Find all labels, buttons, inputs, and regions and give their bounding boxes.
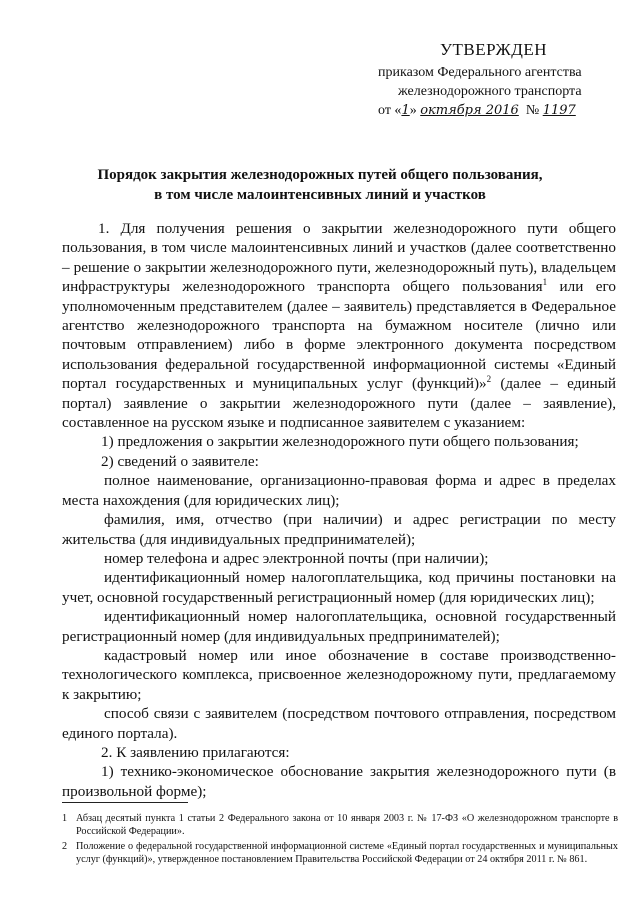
approval-line-1: приказом Федерального агентства bbox=[378, 65, 582, 80]
sub-item-inn-legal: идентификационный номер налогоплательщика, код причины постановки на учет, основной государственный регистрационный номер (для юридических лиц); bbox=[62, 569, 616, 606]
date-close: » bbox=[409, 103, 417, 118]
handwritten-month: октября 2016 bbox=[420, 103, 519, 118]
approval-date-line bbox=[378, 101, 625, 120]
sub-item-fio: фамилия, имя, отчество (при наличии) и адрес регистрации по месту жительства (для индивидуальных предпринимателей); bbox=[62, 511, 616, 548]
footnote-1 bbox=[62, 812, 618, 838]
approval-line-2: железнодорожного транспорта bbox=[398, 84, 582, 99]
paragraph-1-part-a: 1. Для получения решения о закрытии железнодорожного пути общего пользования, в том числе малоинтенсивных линий и участков (далее соответственно – решение о закрытии железнодорожного пути, железнодорожный путь), владельцем инфраструктуры железнодорожного транспорта общего пользования bbox=[62, 220, 616, 296]
sub-item-name: полное наименование, организационно-правовая форма и адрес в пределах места нахождения (для юридических лиц); bbox=[62, 472, 616, 509]
footnote-1-mark: 1 bbox=[62, 813, 68, 824]
footnote-1-text: Абзац десятый пункта 1 статьи 2 Федерального закона от 10 января 2003 г. № 17-ФЗ «О железнодорожном транспорте в Российской Федерации». bbox=[76, 813, 618, 837]
footnotes bbox=[62, 812, 618, 866]
sub-item-inn-ip: идентификационный номер налогоплательщика, основной государственный регистрационный номер (для индивидуальных предпринимателей); bbox=[62, 608, 616, 645]
document-body bbox=[62, 219, 616, 801]
title-line-1: Порядок закрытия железнодорожных путей общего пользования, bbox=[97, 167, 543, 183]
paragraph-2-item-1: 1) технико-экономическое обоснование закрытия железнодорожного пути (в произвольной форме); bbox=[62, 763, 616, 800]
footnote-2-text: Положение о федеральной государственной информационной системе «Единый портал государственных и муниципальных услуг (функций)», утвержденное постановлением Правительства Российской Федерации от 24 октября 2011 г. № 861. bbox=[76, 841, 618, 865]
title-line-2: в том числе малоинтенсивных линий и участков bbox=[154, 187, 486, 203]
date-prefix: от « bbox=[378, 103, 402, 118]
paragraph-1-part-c: (далее – единый портал) заявление о закрытии железнодорожного пути (далее – заявление), составленное на русском языке и подписанное заявителем с указанием: bbox=[62, 375, 617, 432]
paragraph-1-part-b: или его уполномоченным представителем (далее – заявитель) представляется в Федеральное агентство железнодорожного транспорта на бумажном носителе (лично или почтовым отправлением) либо в форме электронного документа посредством использования федеральной государственной информационной системы «Единый портал государственных и муниципальных услуг (функций)» bbox=[62, 278, 616, 393]
approval-heading: УТВЕРЖДЕН bbox=[440, 40, 547, 59]
footnote-ref-1: 1 bbox=[542, 277, 548, 288]
approval-stamp bbox=[370, 40, 625, 120]
sub-item-cadastral: кадастровый номер или иное обозначение в составе производственно-технологического комплекса, присвоенное железнодорожному пути, предлагаемому к закрытию; bbox=[62, 646, 616, 703]
paragraph-2: 2. К заявлению прилагаются: bbox=[101, 743, 290, 761]
list-item-1: 1) предложения о закрытии железнодорожного пути общего пользования; bbox=[101, 433, 579, 451]
footnote-2 bbox=[62, 840, 618, 866]
document-title bbox=[40, 165, 600, 205]
handwritten-number: 1197 bbox=[542, 103, 576, 118]
footnote-2-mark: 2 bbox=[62, 841, 68, 852]
sub-item-phone: номер телефона и адрес электронной почты (при наличии); bbox=[104, 549, 489, 567]
footnote-divider bbox=[62, 802, 188, 803]
number-label: № bbox=[525, 103, 540, 118]
footnote-ref-2: 2 bbox=[486, 374, 492, 385]
paragraph-1 bbox=[62, 219, 616, 432]
sub-item-contact: способ связи с заявителем (посредством почтового отправления, посредством единого портала). bbox=[62, 705, 616, 742]
list-item-2: 2) сведений о заявителе: bbox=[101, 452, 259, 470]
handwritten-day: 1 bbox=[401, 103, 410, 118]
